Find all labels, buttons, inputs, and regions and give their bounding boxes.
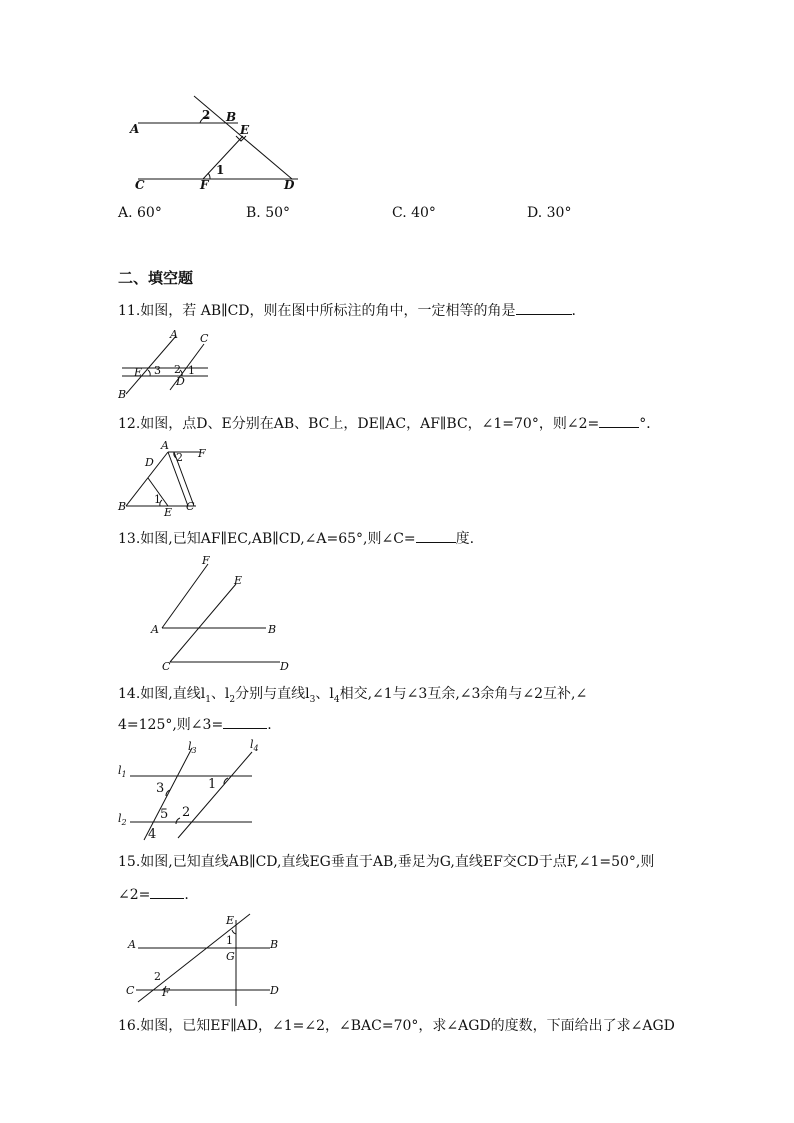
q14-label-l3: $l_3$: [188, 740, 197, 755]
q15-text-a: ∠2=: [118, 887, 151, 903]
q11-answer-blank[interactable]: [516, 300, 572, 315]
q15-label-a: A: [128, 938, 136, 951]
q10-option-d[interactable]: D. 30°: [527, 205, 572, 221]
q14-question-line1: [118, 684, 587, 710]
q12-question: [118, 413, 660, 434]
q14-answer-blank[interactable]: [223, 714, 267, 729]
q15-figure: [122, 910, 288, 1008]
q13-question: [118, 528, 474, 549]
q12-label-f: F: [198, 447, 206, 460]
q12-answer-blank[interactable]: [599, 413, 639, 428]
q13-label-d: D: [280, 660, 289, 672]
q11-text: 11.如图，若 AB∥CD，则在图中所标注的角中，一定相等的角是: [118, 303, 516, 319]
q10-option-a[interactable]: A. 60°: [118, 205, 162, 221]
q15-angle-2: 2: [154, 970, 161, 983]
q11-label-e: E: [134, 366, 143, 379]
q10-figure: [128, 92, 308, 192]
q14-text-c: 分别与直线l: [235, 686, 310, 702]
q12-angle-1: 1: [154, 493, 161, 506]
q14-sub-1: 1: [205, 694, 211, 705]
q13-text: 13.如图,已知AF∥EC,AB∥CD,∠A=65°,则∠C=: [118, 531, 416, 547]
q12-label-d: D: [145, 456, 154, 469]
q15-question-line2: [118, 884, 189, 905]
q12-figure: [116, 440, 216, 518]
q16-question: 16.如图，已知EF∥AD，∠1=∠2，∠BAC=70°，求∠AGD的度数，下面给出了求∠AGD: [118, 1018, 675, 1034]
q15-label-b: B: [270, 938, 279, 951]
q10-label-d: D: [284, 178, 295, 192]
q15-text-b: .: [184, 887, 189, 903]
q12-label-e: E: [164, 506, 173, 518]
q11-label-a: A: [170, 328, 178, 341]
q14-sub-2: 2: [229, 694, 236, 705]
q15-answer-blank[interactable]: [150, 884, 184, 899]
q14-figure: [114, 738, 264, 842]
q11-figure: [118, 328, 218, 400]
q14-text-b: 、l: [210, 686, 230, 702]
q14-angle-2: 2: [182, 805, 191, 820]
q14-label-l1: $l_1$: [118, 764, 127, 779]
q10-angle-1: 1: [216, 163, 225, 177]
q10-label-f: F: [200, 178, 209, 192]
q13-figure: [148, 552, 298, 672]
q13-text-end: 度.: [455, 531, 475, 547]
q10-label-b: B: [226, 110, 237, 124]
q14-text-d: 、l: [315, 686, 334, 702]
q11-label-b: B: [118, 388, 127, 400]
q10-option-b[interactable]: B. 50°: [246, 205, 291, 221]
q14-text-g: .: [267, 717, 272, 733]
q11-text-end: .: [571, 303, 576, 319]
q14-label-l4: $l_4$: [250, 738, 259, 753]
q15-label-g: G: [226, 950, 235, 963]
q11-label-d: D: [176, 375, 185, 388]
q14-angle-1: 1: [208, 777, 217, 792]
q14-angle-5: 5: [160, 807, 169, 822]
q14-label-l2: $l_2$: [118, 812, 127, 827]
q15-label-c: C: [126, 984, 135, 997]
q10-label-a: A: [130, 122, 140, 136]
q12-label-c: C: [186, 500, 195, 513]
q13-label-c: C: [162, 660, 171, 672]
q10-label-e: E: [240, 123, 250, 137]
q12-text: 12.如图，点D、E分别在AB、BC上，DE∥AC，AF∥BC，∠1=70°，则∠2=: [118, 416, 600, 432]
q13-label-e: E: [234, 574, 243, 587]
q12-text-end: °．: [639, 416, 661, 432]
q11-question: [118, 300, 576, 321]
q12-label-b: B: [118, 500, 127, 513]
q11-label-c: C: [200, 332, 209, 345]
q14-angle-3: 3: [156, 781, 165, 796]
q13-label-f: F: [202, 554, 210, 567]
q13-label-a: A: [151, 623, 159, 636]
q14-angle-4: 4: [148, 827, 157, 842]
q15-label-e: E: [226, 914, 235, 927]
q10-label-c: C: [135, 178, 145, 192]
q14-text-e: 相交,∠1与∠3互余,∠3余角与∠2互补,∠: [339, 686, 588, 702]
section-title: 二、填空题: [118, 269, 194, 287]
q11-angle-3: 3: [154, 364, 161, 377]
q15-label-d: D: [270, 984, 279, 997]
q10-option-c[interactable]: C. 40°: [392, 205, 436, 221]
q10-angle-2: 2: [202, 108, 211, 122]
q11-angle-1: 1: [188, 364, 195, 377]
q14-sub-4: 4: [333, 694, 340, 705]
q12-label-a: A: [161, 440, 169, 452]
q15-label-f: F: [162, 986, 170, 999]
q14-text-a: 14.如图,直线l: [118, 686, 206, 702]
q11-angle-2: 2: [174, 363, 181, 376]
q13-answer-blank[interactable]: [416, 528, 456, 543]
q15-angle-1: 1: [226, 934, 233, 947]
q14-sub-3: 3: [309, 694, 316, 705]
q13-label-b: B: [268, 623, 277, 636]
q14-text-f: 4=125°,则∠3=: [118, 717, 224, 733]
q14-question-line2: [118, 714, 272, 735]
q15-question-line1: 15.如图,已知直线AB∥CD,直线EG垂直于AB,垂足为G,直线EF交CD于点F,∠1=50°,则: [118, 854, 655, 870]
q12-angle-2: 2: [176, 451, 183, 464]
